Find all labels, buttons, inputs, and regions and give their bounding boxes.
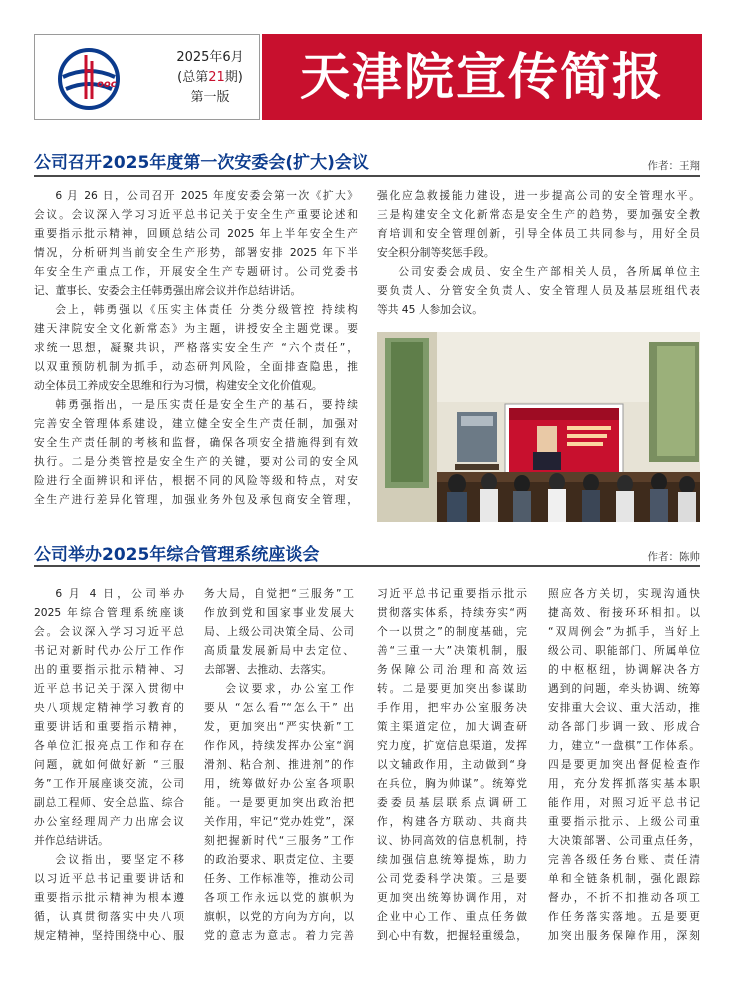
text-line: 完善各级任务台账、责任清 (548, 853, 700, 866)
article2-rule (34, 565, 700, 567)
text-line: 会议。会议深入学习习近平总书记关于安全生产重要论述和 (34, 208, 358, 221)
text-line: 任务、工作标准等，推动公司 (204, 872, 354, 885)
text-line: 策主渠道定位，加大调查研 (377, 720, 527, 733)
text-line: 要负责人、分管安全负责人、安全管理人员及基层班组代表 (377, 284, 700, 297)
text-line: 书记对新时代办公厅工作作 (34, 644, 184, 657)
text-line: 会议要求，办公室工作 (225, 682, 354, 695)
text-line: 以双重预防机制为抓手，动态研判风险，全面排查隐患，推 (34, 360, 358, 373)
text-line: 刻把握新时代“三服务”工作 (204, 834, 354, 847)
text-line: 贯彻落实体系，持续夯实“两 (377, 606, 527, 619)
text-line: 三是构建安全文化新常态是安全生产的趋势，要加强安全教 (377, 208, 700, 221)
text-line: 情况，分析研判当前安全生产形势，部署安排 2025 年下半 (34, 246, 358, 259)
text-line: 以习近平总书记重要讲话和 (34, 872, 184, 885)
text-line: 重要指示批示、上级公司重 (548, 815, 700, 828)
text-line: 企业中心工作、重点任务做 (377, 910, 527, 923)
text-line: 要从 “怎么看”“怎么干” 出 (204, 701, 354, 714)
article1-column-right (377, 186, 700, 319)
text-line: 的政治要求、职责定位、主要 (204, 853, 354, 866)
text-line: 出的重要指示批示精神、习 (34, 663, 184, 676)
text-line: 建天津院安全文化新常态》为主题，讲授安全主题党课。要 (34, 322, 358, 335)
article2-author: 作者：陈帅 (647, 551, 700, 563)
text-line: 务大局，自觉把“三服务”工 (204, 587, 354, 600)
text-line: 习近平总书记重要指示批示 (377, 587, 527, 600)
text-line: 6 月 26 日，公司召开 2025 年度安委会第一次《扩大》 (55, 189, 358, 202)
text-line: 加突出服务保障作用，深刻 (548, 929, 700, 942)
text-line: 各单位汇报亮点工作和存在 (34, 739, 184, 752)
text-line: 等共 45 人参加会议。 (377, 303, 483, 316)
text-line: 转。二是要更加突出参谋助 (377, 682, 527, 695)
article1-column-left (34, 186, 358, 509)
text-line: 动全体员工养成安全思维和行为习惯，构建安全文化价值观。 (34, 379, 323, 392)
text-line: 手作用，把牢办公室服务决 (377, 701, 527, 714)
text-line: 单和全链条机制，强化跟踪 (548, 872, 700, 885)
text-line: 议、协同高效的信息机制，持 (377, 834, 527, 847)
newsletter-title: 天津院宣传简报 (300, 47, 664, 106)
text-line: 作，构建各方联动、共商共 (377, 815, 527, 828)
text-line: 公司党委科学决策。三是要 (377, 872, 527, 885)
text-line: 强化应急救援能力建设，进一步提高公司的安全管理水平。 (377, 189, 700, 202)
text-line: 2025 年综合管理系统座谈 (34, 606, 184, 619)
text-line: 完善安全管理体系建设，建立健全安全生产责任制，加强对 (34, 417, 358, 430)
text-line: 关作用，牢记“党办姓党”，深 (204, 815, 354, 828)
text-line: 捷高效、衔接环环相扣。以 (548, 606, 700, 619)
text-line: 会。会议深入学习习近平总 (34, 625, 184, 638)
article1-author: 作者：王翔 (647, 160, 700, 172)
text-line: 能。一是要更加突出政治把 (204, 796, 354, 809)
text-line: 安全积分制等奖惩手段。 (377, 246, 495, 259)
text-line: 务保障公司治理和高效运 (377, 663, 527, 676)
text-line: 办公室经理周产力出席会议 (34, 815, 184, 828)
text-line: 韩勇强指出，一是压实责任是安全生产的基石，要持续 (55, 398, 358, 411)
article2-column-3 (377, 584, 527, 945)
text-line: 公司安委会成员、安全生产部相关人员，各所属单位主 (398, 265, 700, 278)
masthead-info-box (34, 34, 260, 120)
issue-info (165, 48, 255, 108)
text-line: 副总工程师、安全总监、综合 (34, 796, 184, 809)
text-line: 求统一思想，凝聚共识，严格落实安全生产 “六个责任”， (34, 341, 358, 354)
article2-column-1 (34, 584, 184, 945)
text-line: 到心中有数，把握轻重缓急， (377, 929, 527, 942)
text-line: 照应各方关切，实现沟通快 (548, 587, 700, 600)
text-line: 重要指示批示精神，回顾总结公司 2025 年上半年安全生产 (34, 227, 358, 240)
masthead-banner (262, 34, 702, 120)
text-line: 局、上级公司决策全局、公司 (204, 625, 354, 638)
text-line: 能作用，对照习近平总书记 (548, 796, 700, 809)
text-line: 记、董事长、安委会主任韩勇强出席会议并作总结讲话。 (34, 284, 302, 297)
meeting-room-photo (377, 332, 700, 522)
text-line: 险进行全面辨识和评估，根据不同的风险等级和特点，对安 (34, 474, 358, 487)
text-line: 发，更加突出“严实快新”工 (204, 720, 354, 733)
text-line: 大决策部署、公司重点任务， (548, 834, 700, 847)
text-line: 循，认真贯彻落实中央八项 (34, 910, 184, 923)
text-line: 会议指出，要坚定不移 (55, 853, 184, 866)
text-line: 动各部门步调一致、形成合 (548, 720, 700, 733)
text-line: 高质量发展新局中去定位、 (204, 644, 354, 657)
text-line: 各项工作永远以党的旗帜为 (204, 891, 354, 904)
text-line: 去部署、去推动、去落实。 (204, 663, 333, 676)
article2-title: 公司举办2025年综合管理系统座谈会 (34, 545, 320, 565)
text-line: 近平总书记关于深入贯彻中 (34, 682, 184, 695)
text-line: 作放到党和国家事业发展大 (204, 606, 354, 619)
text-line: 安排重大会议、重大活动，推 (548, 701, 700, 714)
text-line: 续加强信息统筹提炼，助力 (377, 853, 527, 866)
cnooc-logo-icon (57, 47, 121, 111)
text-line: 的中枢枢纽，协调解决各方 (548, 663, 700, 676)
text-line: 重要指示批示精神为根本遵 (34, 891, 184, 904)
article2-column-4 (548, 584, 700, 945)
article2-column-2 (204, 584, 354, 945)
text-line: 力，建立“一盘棋”工作体系。 (548, 739, 700, 752)
text-line: 会上，韩勇强以《压实主体责任 分类分级管控 持续构 (55, 303, 358, 316)
text-line: 级公司、职能部门、所属单位 (548, 644, 700, 657)
text-line: 作任务落实落地。五是要更 (548, 910, 700, 923)
text-line: 更加突出统筹协调作用，对 (377, 891, 527, 904)
text-line: 督办，不折不扣推动各项工 (548, 891, 700, 904)
issue-edition: 第一版 (190, 90, 230, 105)
text-line: 四是要更加突出督促检查作 (548, 758, 700, 771)
text-line: 旗帜，以党的方向为方向，以 (204, 910, 354, 923)
text-line: 重要讲话和重要指示精神， (34, 720, 184, 733)
text-line: 用，统筹做好办公室各项职 (204, 777, 354, 790)
text-line: 6 月 4 日，公司举办 (55, 587, 184, 600)
svg-text:ooc: ooc (97, 79, 117, 90)
issue-date: 2025年6月 (176, 50, 244, 65)
text-line: 作作风，持续发挥办公室“润 (204, 739, 354, 752)
text-line: 务”工作开展座谈交流，公司 (34, 777, 184, 790)
text-line: 央八项规定精神学习教育的 (34, 701, 184, 714)
text-line: 并作总结讲话。 (34, 834, 109, 847)
text-line: 问题，就如何做好新 “三服 (34, 758, 184, 771)
text-line: 遇到的问题，牵头协调、统筹 (548, 682, 700, 695)
text-line: 委委员基层联系点调研工 (377, 796, 527, 809)
text-line: 育培训和安全管理创新，引导全体员工共同参与，用好全员 (377, 227, 700, 240)
text-line: 年安全生产重点工作，开展安全生产专题研讨。公司党委书 (34, 265, 358, 278)
article1-rule (34, 175, 700, 177)
text-line: 滑剂、粘合剂、推进剂”的作 (204, 758, 354, 771)
text-line: 究力度，扩宽信息渠道，发挥 (377, 739, 527, 752)
text-line: 规定精神，坚持围绕中心、服 (34, 929, 184, 942)
text-line: 以文辅政作用，主动做到“身 (377, 758, 527, 771)
text-line: 执行。二是分类管控是安全生产的关键，要对公司的安全风 (34, 455, 358, 468)
text-line: 在兵位，胸为帅谋”。统筹党 (377, 777, 527, 790)
text-line: “双周例会”为抓手，当好上 (548, 625, 700, 638)
article1-title: 公司召开2025年度第一次安委会(扩大)会议 (34, 153, 369, 173)
text-line: 善“三重一大”决策机制，服 (377, 644, 527, 657)
text-line: 个一以贯之”的制度基础，完 (377, 625, 527, 638)
text-line: 安全生产责任制的考核和监督，确保各项安全措施得到有效 (34, 436, 358, 449)
text-line: 党的意志为意志。着力完善 (204, 929, 354, 942)
text-line: 用，充分发挥抓落实基本职 (548, 777, 700, 790)
issue-number: (总第21期) (177, 70, 243, 85)
text-line: 全生产进行差异化管理，加强业务外包及承包商安全管理， (34, 493, 358, 506)
